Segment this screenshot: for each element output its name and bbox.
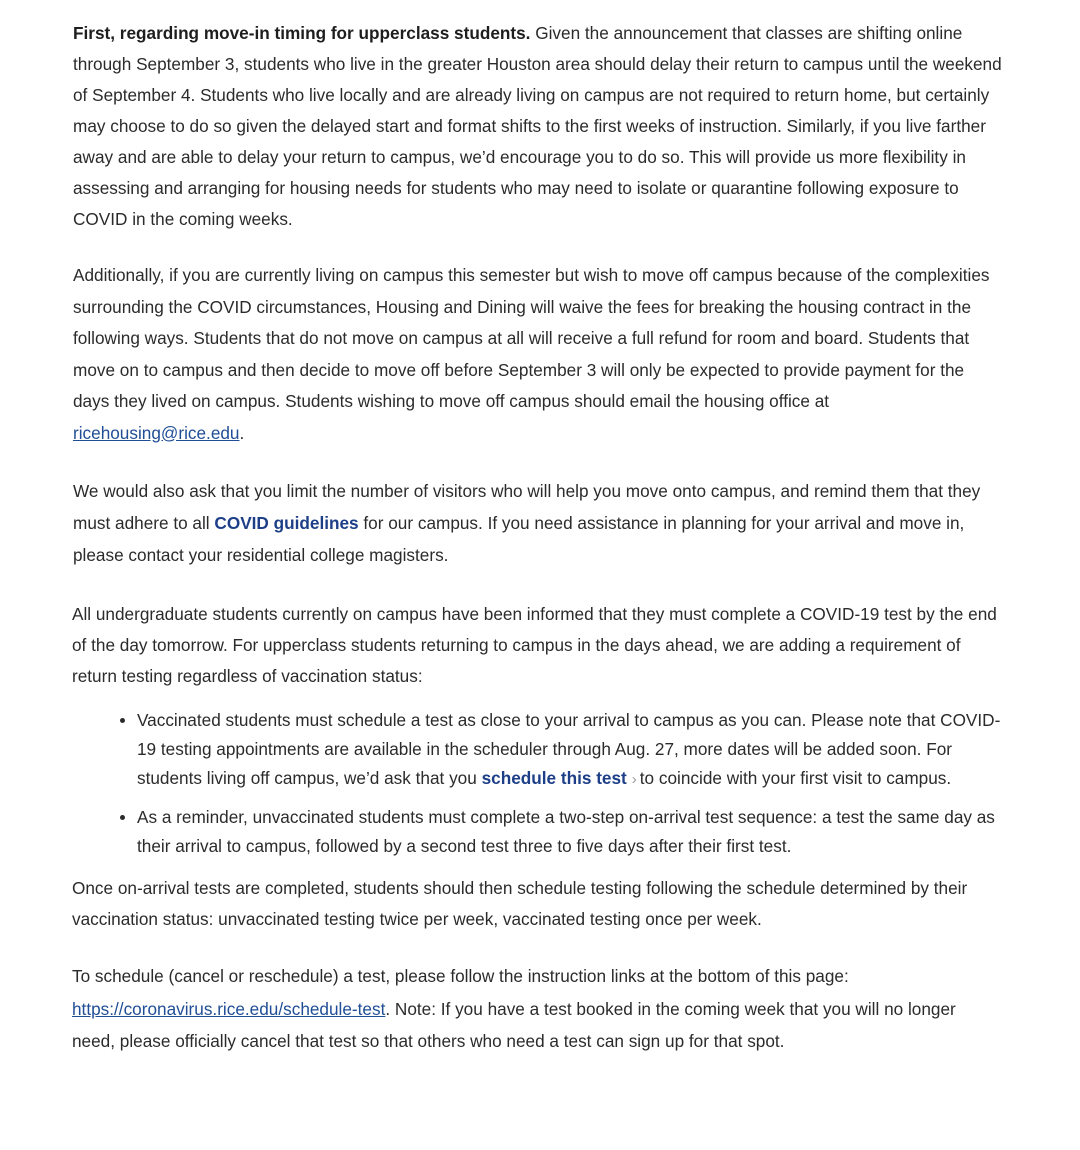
paragraph-text-before: To schedule (cancel or reschedule) a test, please follow the instruction links at the bottom of this page: — [72, 966, 849, 986]
paragraph-lead: First, regarding move-in timing for upperclass students. — [73, 23, 531, 43]
schedule-test-link[interactable]: schedule this test — [481, 768, 627, 788]
paragraph-visitors — [73, 475, 1003, 571]
list-item-text-before: Vaccinated students must schedule a test as close to your arrival to campus as you can. Please note that COVID-19 testing appointments are available in the scheduler through Aug. 27, more dates will be added soon. For students living off campus, we’d ask that you — [137, 710, 1001, 788]
paragraph-move-in-timing — [73, 18, 1003, 235]
covid-guidelines-link[interactable]: COVID guidelines — [214, 513, 359, 533]
article-body — [73, 18, 1003, 1058]
list-item-text: As a reminder, unvaccinated students must complete a two-step on-arrival test sequence: a test the same day as their arrival to campus, followed by a second test three to five days after their first test. — [137, 807, 995, 856]
paragraph-text-before: We would also ask that you limit the number of visitors who will help you move onto campus, and remind them that they must adhere to all — [73, 481, 981, 533]
paragraph-text: Additionally, if you are currently living on campus this semester but wish to move off campus because of the complexities surrounding the COVID circumstances, Housing and Dining will waive the fees for breaking the housing contract in the following ways. Students that do not move on campus at all will receive a full refund for room and board. Students that move on to campus and then decide to move off before September 3 will only be expected to provide payment for the days they lived on campus. Students wishing to move off campus should email the housing office at — [73, 265, 990, 411]
chevron-right-icon: › — [631, 771, 637, 788]
testing-bullet-list — [73, 706, 1003, 861]
housing-email-link[interactable]: ricehousing@rice.edu — [73, 422, 240, 443]
schedule-test-url-link[interactable]: https://coronavirus.rice.edu/schedule-test — [72, 998, 386, 1019]
paragraph-text: Once on-arrival tests are completed, students should then schedule testing following the schedule determined by their vaccination status: unvaccinated testing twice per week, vaccinated testing once per week. — [72, 878, 968, 929]
paragraph-ongoing-testing — [72, 873, 1003, 935]
list-item-text-after: to coincide with your first visit to campus. — [639, 768, 952, 788]
list-item-unvaccinated — [137, 803, 1003, 861]
paragraph-schedule-instructions — [72, 960, 1003, 1058]
paragraph-testing-requirement — [72, 599, 1003, 692]
paragraph-text-after: . Note: If you have a test booked in the coming week that you will no longer need, please officially cancel that test so that others who need a test can sign up for that spot. — [72, 998, 956, 1051]
list-item-vaccinated — [137, 706, 1003, 794]
paragraph-text-after: for our campus. If you need assistance in planning for your arrival and move in, please contact your residential college magisters. — [73, 513, 965, 565]
paragraph-text: All undergraduate students currently on campus have been informed that they must complete a COVID-19 test by the end of the day tomorrow. For upperclass students returning to campus in the days ahead, we are adding a requirement of return testing regardless of vaccination status: — [72, 604, 997, 686]
paragraph-end: . — [239, 422, 245, 443]
paragraph-text: Given the announcement that classes are shifting online through September 3, students who live in the greater Houston area should delay their return to campus until the weekend of September 4. Students who live locally and are already living on campus are not required to return home, but certainly may choose to do so given the delayed start and format shifts to the first weeks of instruction. Similarly, if you live farther away and are able to delay your return to campus, we’d encourage you to do so. This will provide us more flexibility in assessing and arranging for housing needs for students who may need to isolate or quarantine following exposure to COVID in the coming weeks. — [73, 23, 1002, 229]
paragraph-housing-fees — [73, 260, 1003, 449]
